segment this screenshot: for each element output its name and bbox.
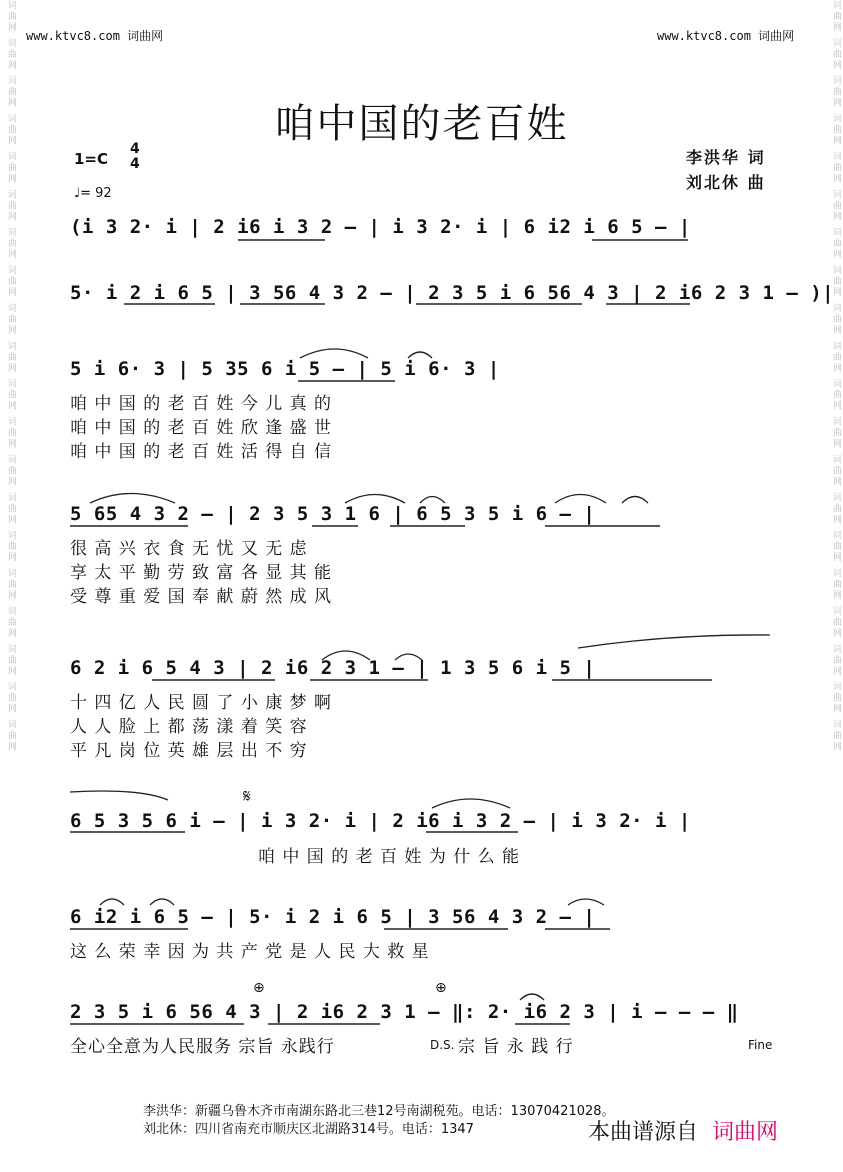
- fine-marking: Fine: [748, 1038, 773, 1052]
- slur: [90, 494, 175, 504]
- slur: [622, 497, 648, 504]
- lyric-v1-b: 咱 中 国 的 老 百 姓 欣 逢 盛 世: [70, 418, 333, 438]
- composer-credit: 刘北休 曲: [686, 173, 766, 192]
- slur: [300, 349, 368, 358]
- source-label: 本曲谱源自: [588, 1120, 699, 1145]
- coda-sign-1: ⊕: [253, 980, 265, 996]
- slur: [432, 799, 510, 808]
- score-line-5: 6 2 i 6 5 4 3 | 2 i6 2 3 1 – | 1 3 5 6 i 5 |: [70, 657, 596, 679]
- source-brand-link[interactable]: 词曲网: [712, 1120, 779, 1145]
- segno-sign: 𝄋: [243, 786, 251, 807]
- slur: [150, 899, 174, 905]
- site-url-left: www.ktvc8.com 词曲网: [26, 29, 164, 43]
- slur: [568, 899, 604, 905]
- meter-top: 4: [130, 141, 140, 157]
- lyric-v2-a: 很 高 兴 衣 食 无 忧 又 无 虑: [70, 539, 308, 559]
- score-line-4: 5 65 4 3 2 – | 2 3 5 3 1 6 | 6 5 3 5 i 6 – |: [70, 503, 596, 525]
- song-title: 咱中国的老百姓: [274, 101, 569, 147]
- lyric-v4: 咱 中 国 的 老 百 姓 为 什 么 能: [258, 847, 521, 867]
- coda-sign-2: ⊕: [435, 980, 447, 996]
- slur: [345, 495, 405, 504]
- score-line-3: 5 i 6· 3 | 5 35 6 i 5 – | 5 i 6· 3 |: [70, 358, 500, 380]
- lyric-v6-b: 宗 旨 永 践 行: [458, 1037, 574, 1057]
- composer-contact: 刘北休：四川省南充市顺庆区北湖路314号。电话：1347: [143, 1122, 474, 1137]
- slur: [100, 899, 124, 905]
- lyric-v6: 全心全意为人民服务 宗旨 永践行: [70, 1037, 335, 1057]
- lyric-v2-b: 享 太 平 勤 劳 致 富 各 显 其 能: [70, 563, 333, 583]
- score-line-2: 5· i 2 i 6 5 | 3 56 4 3 2 – | 2 3 5 i 6 56 4 3 | 2 i6 2 3 1 – )|: [70, 282, 835, 304]
- right-side-watermark: 词曲网 词曲网 词曲网 词曲网 词曲网 词曲网 词曲网 词曲网 词曲网 词曲网 词曲网 词曲网 词曲网 词曲网 词曲网 词曲网 词曲网 词曲网 词曲网 词曲网: [831, 0, 841, 753]
- lyricist-credit: 李洪华 词: [686, 148, 766, 167]
- left-side-watermark: 词曲网 词曲网 词曲网 词曲网 词曲网 词曲网 词曲网 词曲网 词曲网 词曲网 词曲网 词曲网 词曲网 词曲网 词曲网 词曲网 词曲网 词曲网 词曲网 词曲网: [6, 0, 16, 753]
- tie-long: [578, 635, 770, 648]
- score-line-8: 2 3 5 i 6 56 4 3 | 2 i6 2 3 1 – ‖: 2· i6 2 3 | i – – – ‖: [70, 1001, 739, 1023]
- slur: [555, 495, 606, 504]
- tempo-marking: ♩= 92: [74, 186, 112, 201]
- score-line-7: 6 i2 i 6 5 – | 5· i 2 i 6 5 | 3 56 4 3 2 – |: [70, 906, 596, 928]
- lyric-v3-a: 十 四 亿 人 民 圆 了 小 康 梦 啊: [70, 693, 333, 713]
- lyricist-contact: 李洪华：新疆乌鲁木齐市南湖东路北三巷12号南湖税苑。电话：13070421028。: [143, 1104, 615, 1119]
- lyric-v1-c: 咱 中 国 的 老 百 姓 活 得 自 信: [70, 442, 333, 462]
- lyric-v3-b: 人 人 脸 上 都 荡 漾 着 笑 容: [70, 717, 308, 737]
- tie-long: [70, 791, 168, 800]
- lyric-v5: 这 么 荣 幸 因 为 共 产 党 是 人 民 大 救 星: [70, 942, 430, 962]
- lyric-v3-c: 平 凡 岗 位 英 雄 层 出 不 穷: [70, 741, 308, 761]
- site-url-right: www.ktvc8.com 词曲网: [657, 29, 795, 43]
- slur: [520, 994, 544, 1000]
- lyric-v1-a: 咱 中 国 的 老 百 姓 今 儿 真 的: [70, 394, 333, 414]
- source-attribution: [588, 1115, 778, 1146]
- lyric-v2-c: 受 尊 重 爱 国 奉 献 蔚 然 成 风: [70, 587, 333, 607]
- score-line-1: (i 3 2· i | 2 i6 i 3 2 – | i 3 2· i | 6 i2 i 6 5 – |: [70, 216, 691, 238]
- score-line-6: 6 5 3 5 6 i – | i 3 2· i | 2 i6 i 3 2 – | i 3 2· i |: [70, 810, 691, 832]
- key-signature: 1=C: [74, 150, 109, 168]
- meter-bottom: 4: [130, 156, 140, 172]
- ds-marking: D.S.: [430, 1038, 455, 1052]
